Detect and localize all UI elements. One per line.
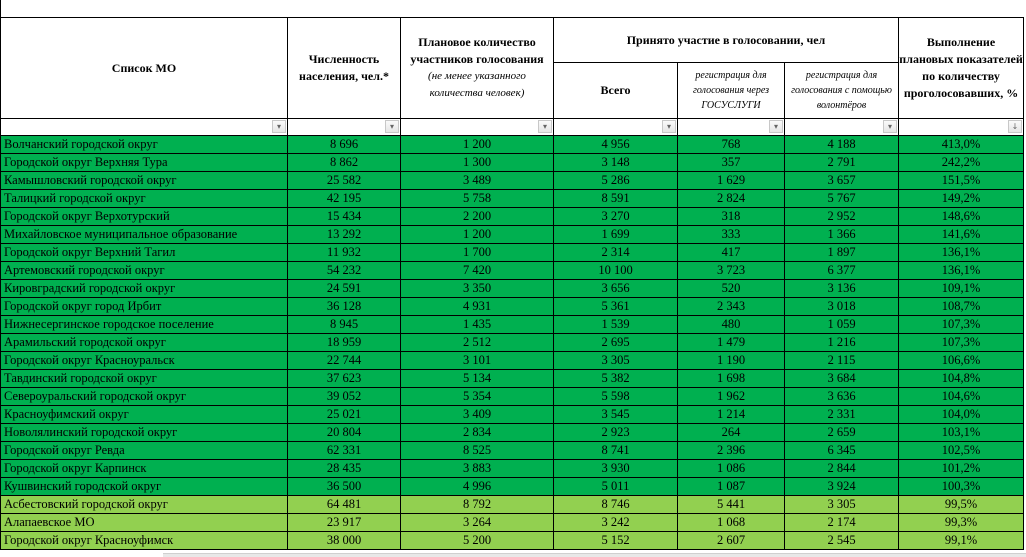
cell-volunteers[interactable]: 5 767 <box>785 190 899 208</box>
cell-population[interactable]: 8 696 <box>288 136 401 154</box>
cell-population[interactable]: 64 481 <box>288 496 401 514</box>
cell-population[interactable]: 23 917 <box>288 514 401 532</box>
cell-fulfillment[interactable]: 413,0% <box>899 136 1024 154</box>
cell-total[interactable]: 5 382 <box>554 370 678 388</box>
cell-total[interactable]: 5 598 <box>554 388 678 406</box>
cell-volunteers[interactable]: 3 636 <box>785 388 899 406</box>
cell-fulfillment[interactable]: 99,3% <box>899 514 1024 532</box>
header-participated-group: Принято участие в голосовании, чел <box>554 18 899 63</box>
table-row <box>1 298 1024 316</box>
cell-planned[interactable]: 2 200 <box>401 208 554 226</box>
cell-population[interactable]: 37 623 <box>288 370 401 388</box>
cell-name[interactable]: Нижнесергинское городское поселение <box>1 316 288 334</box>
cell-planned[interactable]: 3 883 <box>401 460 554 478</box>
filter-dropdown-volunteers[interactable]: ▾ <box>883 120 897 133</box>
table-row <box>1 208 1024 226</box>
cell-total[interactable]: 1 539 <box>554 316 678 334</box>
cell-planned[interactable]: 1 435 <box>401 316 554 334</box>
cell-fulfillment[interactable]: 100,3% <box>899 478 1024 496</box>
cell-name[interactable]: Арамильский городской округ <box>1 334 288 352</box>
cell-population[interactable]: 25 582 <box>288 172 401 190</box>
table-row <box>1 262 1024 280</box>
table-row <box>1 226 1024 244</box>
header-population: Численность населения, чел.* <box>288 18 401 119</box>
cell-fulfillment[interactable]: 101,2% <box>899 460 1024 478</box>
filter-cell-planned <box>401 119 554 136</box>
cell-volunteers[interactable]: 4 188 <box>785 136 899 154</box>
cell-name[interactable]: Волчанский городской округ <box>1 136 288 154</box>
table-row <box>1 172 1024 190</box>
table-row <box>1 496 1024 514</box>
table-row <box>1 514 1024 532</box>
cell-fulfillment[interactable]: 141,6% <box>899 226 1024 244</box>
cell-total[interactable]: 5 011 <box>554 478 678 496</box>
cell-name[interactable]: Кушвинский городской округ <box>1 478 288 496</box>
voting-results-table <box>0 17 1024 550</box>
header-volunteers: регистрация для голосования с помощью волонтёров <box>785 63 899 119</box>
cell-gosuslugi[interactable]: 1 068 <box>678 514 785 532</box>
cell-total[interactable]: 3 545 <box>554 406 678 424</box>
cell-volunteers[interactable]: 2 952 <box>785 208 899 226</box>
table-row <box>1 136 1024 154</box>
cell-planned[interactable]: 4 996 <box>401 478 554 496</box>
table-row <box>1 334 1024 352</box>
cell-population[interactable]: 38 000 <box>288 532 401 550</box>
cell-planned[interactable]: 8 525 <box>401 442 554 460</box>
cell-gosuslugi[interactable]: 333 <box>678 226 785 244</box>
sheet-top-blank-row <box>0 0 1026 17</box>
cell-population[interactable]: 22 744 <box>288 352 401 370</box>
cell-planned[interactable]: 1 300 <box>401 154 554 172</box>
cell-population[interactable]: 54 232 <box>288 262 401 280</box>
cell-volunteers[interactable]: 3 924 <box>785 478 899 496</box>
cell-name[interactable]: Талицкий городской округ <box>1 190 288 208</box>
cell-planned[interactable]: 8 792 <box>401 496 554 514</box>
cell-gosuslugi[interactable]: 520 <box>678 280 785 298</box>
cell-total[interactable]: 2 314 <box>554 244 678 262</box>
cell-gosuslugi[interactable]: 318 <box>678 208 785 226</box>
cell-fulfillment[interactable]: 104,0% <box>899 406 1024 424</box>
header-mo-list: Список МО <box>1 18 288 119</box>
header-planned <box>401 18 554 119</box>
filter-cell-fulfillment <box>899 119 1024 136</box>
cell-population[interactable]: 28 435 <box>288 460 401 478</box>
cell-volunteers[interactable]: 3 018 <box>785 298 899 316</box>
cell-population[interactable]: 13 292 <box>288 226 401 244</box>
horizontal-scrollbar-thumb[interactable] <box>163 553 1026 557</box>
cell-volunteers[interactable]: 1 059 <box>785 316 899 334</box>
filter-dropdown-total[interactable]: ▾ <box>662 120 676 133</box>
cell-gosuslugi[interactable]: 480 <box>678 316 785 334</box>
cell-planned[interactable]: 1 200 <box>401 136 554 154</box>
cell-name[interactable]: Городской округ Ревда <box>1 442 288 460</box>
cell-volunteers[interactable]: 6 377 <box>785 262 899 280</box>
table-row <box>1 244 1024 262</box>
cell-name[interactable]: Городской округ Красноуфимск <box>1 532 288 550</box>
cell-planned[interactable]: 1 200 <box>401 226 554 244</box>
cell-population[interactable]: 8 945 <box>288 316 401 334</box>
cell-fulfillment[interactable]: 99,5% <box>899 496 1024 514</box>
cell-population[interactable]: 8 862 <box>288 154 401 172</box>
header-fulfillment: Выполнение плановых показателей по количеству проголосовавших, % <box>899 18 1024 119</box>
cell-gosuslugi[interactable]: 5 441 <box>678 496 785 514</box>
cell-fulfillment[interactable]: 104,6% <box>899 388 1024 406</box>
cell-gosuslugi[interactable]: 264 <box>678 424 785 442</box>
cell-volunteers[interactable]: 3 657 <box>785 172 899 190</box>
filter-cell-name <box>1 119 288 136</box>
cell-total[interactable]: 3 656 <box>554 280 678 298</box>
cell-gosuslugi[interactable]: 1 698 <box>678 370 785 388</box>
cell-total[interactable]: 8 591 <box>554 190 678 208</box>
cell-planned[interactable]: 5 134 <box>401 370 554 388</box>
cell-total[interactable]: 3 930 <box>554 460 678 478</box>
cell-volunteers[interactable]: 1 366 <box>785 226 899 244</box>
cell-gosuslugi[interactable]: 357 <box>678 154 785 172</box>
cell-gosuslugi[interactable]: 2 607 <box>678 532 785 550</box>
cell-fulfillment[interactable]: 242,2% <box>899 154 1024 172</box>
table-row <box>1 190 1024 208</box>
cell-volunteers[interactable]: 3 136 <box>785 280 899 298</box>
cell-name[interactable]: Городской округ Верхотурский <box>1 208 288 226</box>
filter-cell-population <box>288 119 401 136</box>
table-row <box>1 154 1024 172</box>
table-body <box>1 136 1024 550</box>
filter-cell-volunteers <box>785 119 899 136</box>
cell-population[interactable]: 39 052 <box>288 388 401 406</box>
cell-gosuslugi[interactable]: 2 343 <box>678 298 785 316</box>
header-gosuslugi: регистрация для голосования через ГОСУСЛУГИ <box>678 63 785 119</box>
cell-name[interactable]: Михайловское муниципальное образование <box>1 226 288 244</box>
cell-planned[interactable]: 5 354 <box>401 388 554 406</box>
cell-fulfillment[interactable]: 107,3% <box>899 316 1024 334</box>
cell-fulfillment[interactable]: 102,5% <box>899 442 1024 460</box>
cell-population[interactable]: 25 021 <box>288 406 401 424</box>
autofilter-row <box>1 119 1024 136</box>
cell-planned[interactable]: 7 420 <box>401 262 554 280</box>
cell-fulfillment[interactable]: 109,1% <box>899 280 1024 298</box>
cell-fulfillment[interactable]: 104,8% <box>899 370 1024 388</box>
cell-gosuslugi[interactable]: 1 087 <box>678 478 785 496</box>
header-planned-title: Плановое количество участников голосования <box>410 35 544 66</box>
cell-gosuslugi[interactable]: 1 479 <box>678 334 785 352</box>
sort-desc-dropdown-fulfillment[interactable]: ↓ <box>1008 120 1022 133</box>
table-row <box>1 352 1024 370</box>
cell-population[interactable]: 18 959 <box>288 334 401 352</box>
cell-total[interactable]: 10 100 <box>554 262 678 280</box>
table-row <box>1 532 1024 550</box>
cell-name[interactable]: Городской округ Верхний Тагил <box>1 244 288 262</box>
cell-name[interactable]: Асбестовский городской округ <box>1 496 288 514</box>
cell-fulfillment[interactable]: 99,1% <box>899 532 1024 550</box>
table-row <box>1 370 1024 388</box>
filter-dropdown-planned[interactable]: ▾ <box>538 120 552 133</box>
cell-total[interactable]: 3 148 <box>554 154 678 172</box>
cell-total[interactable]: 5 286 <box>554 172 678 190</box>
table-row <box>1 388 1024 406</box>
filter-dropdown-name[interactable]: ▾ <box>272 120 286 133</box>
cell-gosuslugi[interactable]: 3 723 <box>678 262 785 280</box>
cell-gosuslugi[interactable]: 1 962 <box>678 388 785 406</box>
cell-population[interactable]: 36 128 <box>288 298 401 316</box>
cell-volunteers[interactable]: 2 115 <box>785 352 899 370</box>
cell-planned[interactable]: 3 101 <box>401 352 554 370</box>
cell-volunteers[interactable]: 2 844 <box>785 460 899 478</box>
cell-name[interactable]: Артемовский городской округ <box>1 262 288 280</box>
cell-population[interactable]: 36 500 <box>288 478 401 496</box>
cell-gosuslugi[interactable]: 768 <box>678 136 785 154</box>
cell-population[interactable]: 42 195 <box>288 190 401 208</box>
cell-planned[interactable]: 3 350 <box>401 280 554 298</box>
cell-total[interactable]: 2 923 <box>554 424 678 442</box>
cell-name[interactable]: Красноуфимский округ <box>1 406 288 424</box>
table-row <box>1 460 1024 478</box>
cell-planned[interactable]: 2 512 <box>401 334 554 352</box>
cell-population[interactable]: 62 331 <box>288 442 401 460</box>
cell-total[interactable]: 2 695 <box>554 334 678 352</box>
cell-fulfillment[interactable]: 136,1% <box>899 262 1024 280</box>
cell-planned[interactable]: 5 200 <box>401 532 554 550</box>
table-row <box>1 280 1024 298</box>
table-row <box>1 478 1024 496</box>
cell-planned[interactable]: 3 489 <box>401 172 554 190</box>
cell-total[interactable]: 8 741 <box>554 442 678 460</box>
cell-gosuslugi[interactable]: 1 190 <box>678 352 785 370</box>
cell-fulfillment[interactable]: 106,6% <box>899 352 1024 370</box>
cell-name[interactable]: Городской округ город Ирбит <box>1 298 288 316</box>
cell-fulfillment[interactable]: 148,6% <box>899 208 1024 226</box>
cell-volunteers[interactable]: 2 791 <box>785 154 899 172</box>
cell-population[interactable]: 11 932 <box>288 244 401 262</box>
cell-fulfillment[interactable]: 149,2% <box>899 190 1024 208</box>
cell-fulfillment[interactable]: 136,1% <box>899 244 1024 262</box>
cell-volunteers[interactable]: 2 331 <box>785 406 899 424</box>
cell-fulfillment[interactable]: 107,3% <box>899 334 1024 352</box>
cell-planned[interactable]: 4 931 <box>401 298 554 316</box>
cell-total[interactable]: 5 361 <box>554 298 678 316</box>
header-planned-note: (не менее указанного количества человек) <box>428 70 526 99</box>
cell-gosuslugi[interactable]: 2 396 <box>678 442 785 460</box>
cell-volunteers[interactable]: 2 545 <box>785 532 899 550</box>
cell-planned[interactable]: 1 700 <box>401 244 554 262</box>
cell-population[interactable]: 24 591 <box>288 280 401 298</box>
cell-total[interactable]: 4 956 <box>554 136 678 154</box>
cell-name[interactable]: Городской округ Карпинск <box>1 460 288 478</box>
cell-name[interactable]: Новолялинский городской округ <box>1 424 288 442</box>
cell-fulfillment[interactable]: 103,1% <box>899 424 1024 442</box>
cell-fulfillment[interactable]: 108,7% <box>899 298 1024 316</box>
cell-total[interactable]: 3 270 <box>554 208 678 226</box>
cell-planned[interactable]: 5 758 <box>401 190 554 208</box>
cell-volunteers[interactable]: 6 345 <box>785 442 899 460</box>
cell-volunteers[interactable]: 1 897 <box>785 244 899 262</box>
cell-name[interactable]: Алапаевское МО <box>1 514 288 532</box>
cell-gosuslugi[interactable]: 1 214 <box>678 406 785 424</box>
table-row <box>1 424 1024 442</box>
cell-total[interactable]: 8 746 <box>554 496 678 514</box>
cell-planned[interactable]: 3 409 <box>401 406 554 424</box>
table-row <box>1 316 1024 334</box>
filter-cell-total <box>554 119 678 136</box>
header-total: Всего <box>554 63 678 119</box>
cell-population[interactable]: 20 804 <box>288 424 401 442</box>
cell-gosuslugi[interactable]: 1 629 <box>678 172 785 190</box>
table-row <box>1 406 1024 424</box>
cell-total[interactable]: 3 242 <box>554 514 678 532</box>
cell-volunteers[interactable]: 3 684 <box>785 370 899 388</box>
cell-fulfillment[interactable]: 151,5% <box>899 172 1024 190</box>
filter-dropdown-gosuslugi[interactable]: ▾ <box>769 120 783 133</box>
cell-total[interactable]: 1 699 <box>554 226 678 244</box>
cell-name[interactable]: Североуральский городской округ <box>1 388 288 406</box>
cell-gosuslugi[interactable]: 2 824 <box>678 190 785 208</box>
cell-planned[interactable]: 3 264 <box>401 514 554 532</box>
cell-volunteers[interactable]: 3 305 <box>785 496 899 514</box>
cell-gosuslugi[interactable]: 417 <box>678 244 785 262</box>
cell-gosuslugi[interactable]: 1 086 <box>678 460 785 478</box>
cell-planned[interactable]: 2 834 <box>401 424 554 442</box>
cell-volunteers[interactable]: 2 174 <box>785 514 899 532</box>
cell-volunteers[interactable]: 1 216 <box>785 334 899 352</box>
cell-name[interactable]: Городской округ Верхняя Тура <box>1 154 288 172</box>
cell-name[interactable]: Кировградский городской округ <box>1 280 288 298</box>
cell-name[interactable]: Камышловский городской округ <box>1 172 288 190</box>
cell-total[interactable]: 3 305 <box>554 352 678 370</box>
cell-population[interactable]: 15 434 <box>288 208 401 226</box>
cell-name[interactable]: Городской округ Красноуральск <box>1 352 288 370</box>
cell-volunteers[interactable]: 2 659 <box>785 424 899 442</box>
table-row <box>1 442 1024 460</box>
cell-total[interactable]: 5 152 <box>554 532 678 550</box>
filter-cell-gosuslugi <box>678 119 785 136</box>
filter-dropdown-population[interactable]: ▾ <box>385 120 399 133</box>
cell-name[interactable]: Тавдинский городской округ <box>1 370 288 388</box>
